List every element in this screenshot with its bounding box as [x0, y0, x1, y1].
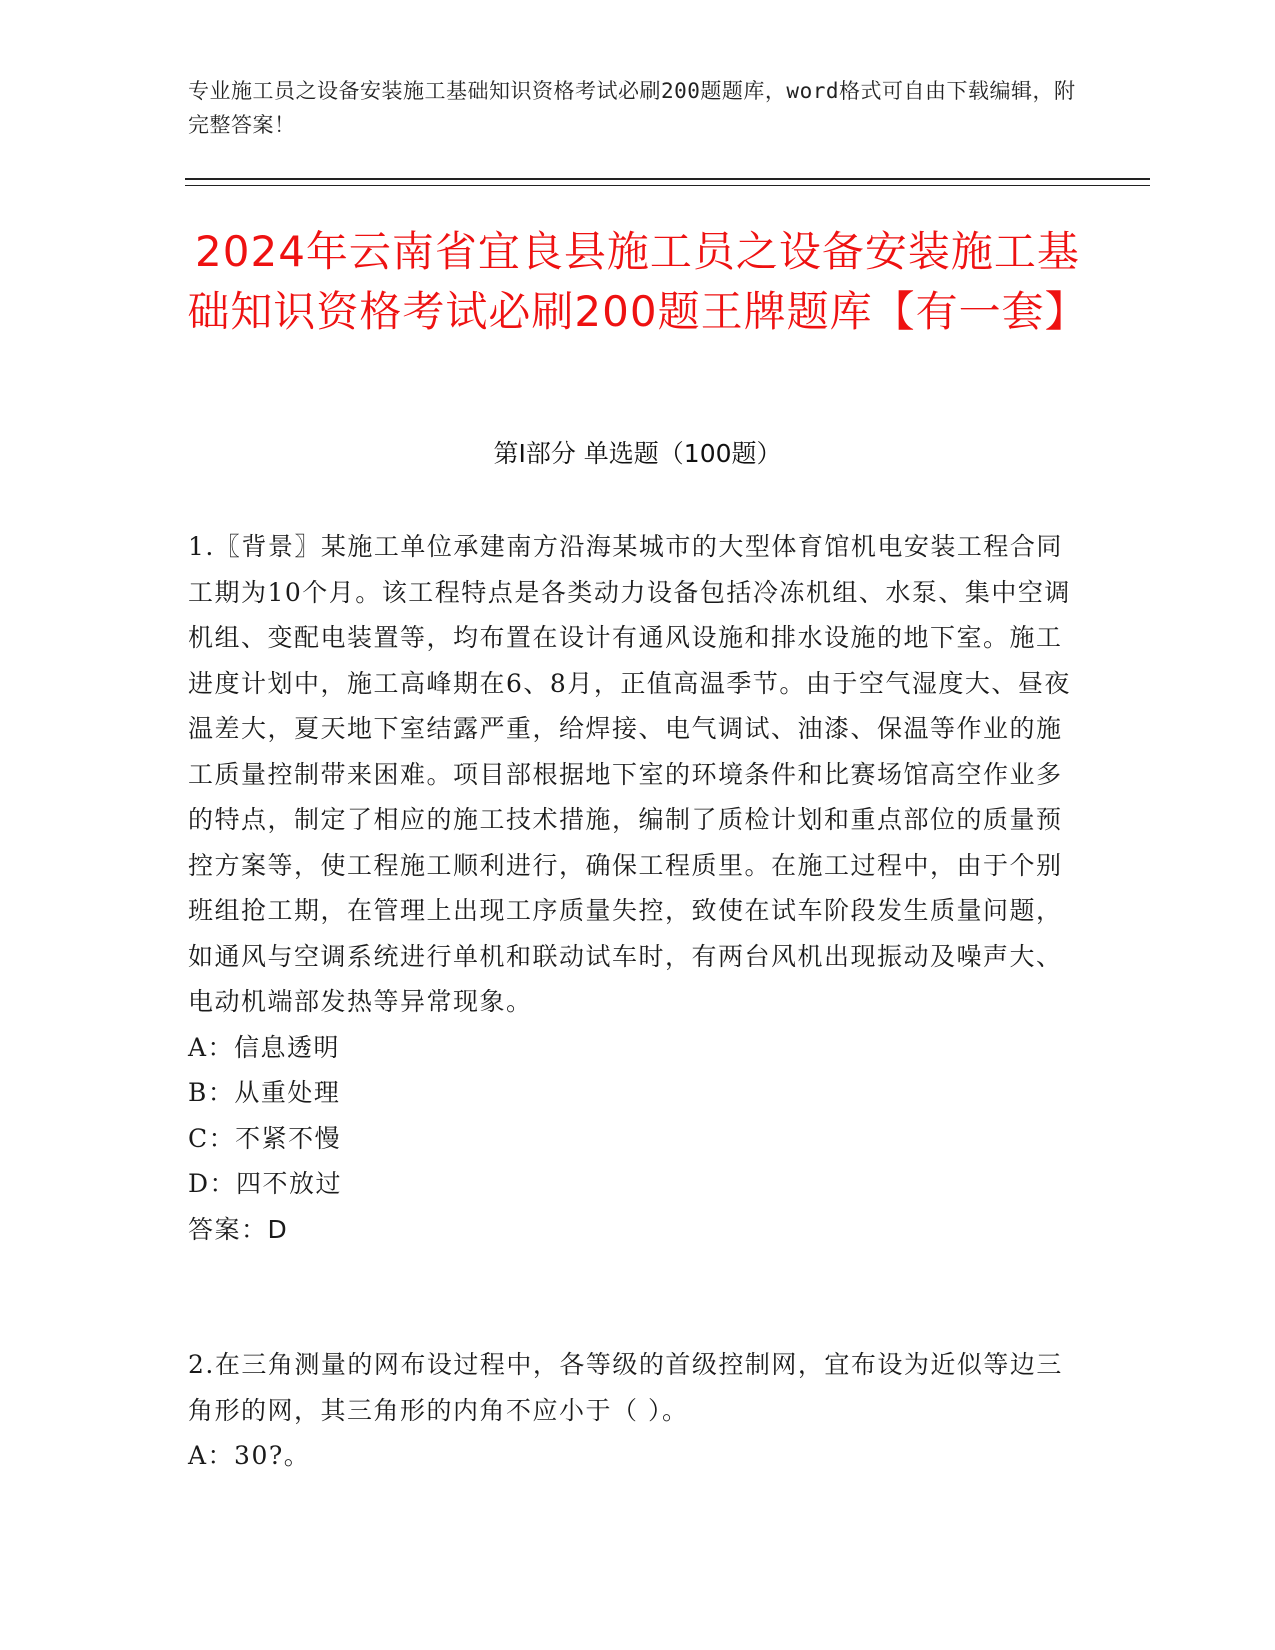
- header-note: 专业施工员之设备安装施工基础知识资格考试必刷200题题库，word格式可自由下载编辑，附完整答案！: [188, 79, 1076, 137]
- option-a: A：信息透明: [188, 1032, 341, 1062]
- question-stem: 2.在三角测量的网布设过程中，各等级的首级控制网，宜布设为近似等边三角形的网，其三角形的内角不应小于（ ）。: [188, 1350, 1063, 1425]
- question-2: [188, 1342, 1078, 1479]
- document-title: 2024年云南省宜良县施工员之设备安装施工基础知识资格考试必刷200题王牌题库【有一套】: [187, 227, 1088, 336]
- section-title: 第I部分 单选题（100题）: [493, 439, 782, 468]
- option-c: C：不紧不慢: [188, 1123, 342, 1153]
- header-rule-thick: [185, 178, 1150, 180]
- header-rule-thin: [185, 185, 1150, 186]
- option-a: A：30?。: [188, 1441, 311, 1470]
- question-1: [188, 524, 1078, 1252]
- option-d: D：四不放过: [188, 1169, 343, 1198]
- option-b: B：从重处理: [188, 1078, 341, 1107]
- answer-line: 答案：D: [188, 1214, 289, 1244]
- question-stem: 1.〖背景〗某施工单位承建南方沿海某城市的大型体育馆机电安装工程合同工期为10个月。该工程特点是各类动力设备包括冷冻机组、水泵、集中空调机组、变配电装置等，均布置在设计有通风设施和排水设施的地下室。施工进度计划中，施工高峰期在6、8月，正值高温季节。由于空气湿度大、昼夜温差大，夏天地下室结露严重，给焊接、电气调试、油漆、保温等作业的施工质量控制带来困难。项目部根据地下室的环境条件和比赛场馆高空作业多的特点，制定了相应的施工技术措施，编制了质检计划和重点部位的质量预控方案等，使工程施工顺利进行，确保工程质里。在施工过程中，由于个别班组抢工期，在管理上出现工序质量失控，致使在试车阶段发生质量问题，如通风与空调系统进行单机和联动试车时，有两台风机出现振动及噪声大、电动机端部发热等异常现象。: [188, 532, 1071, 1016]
